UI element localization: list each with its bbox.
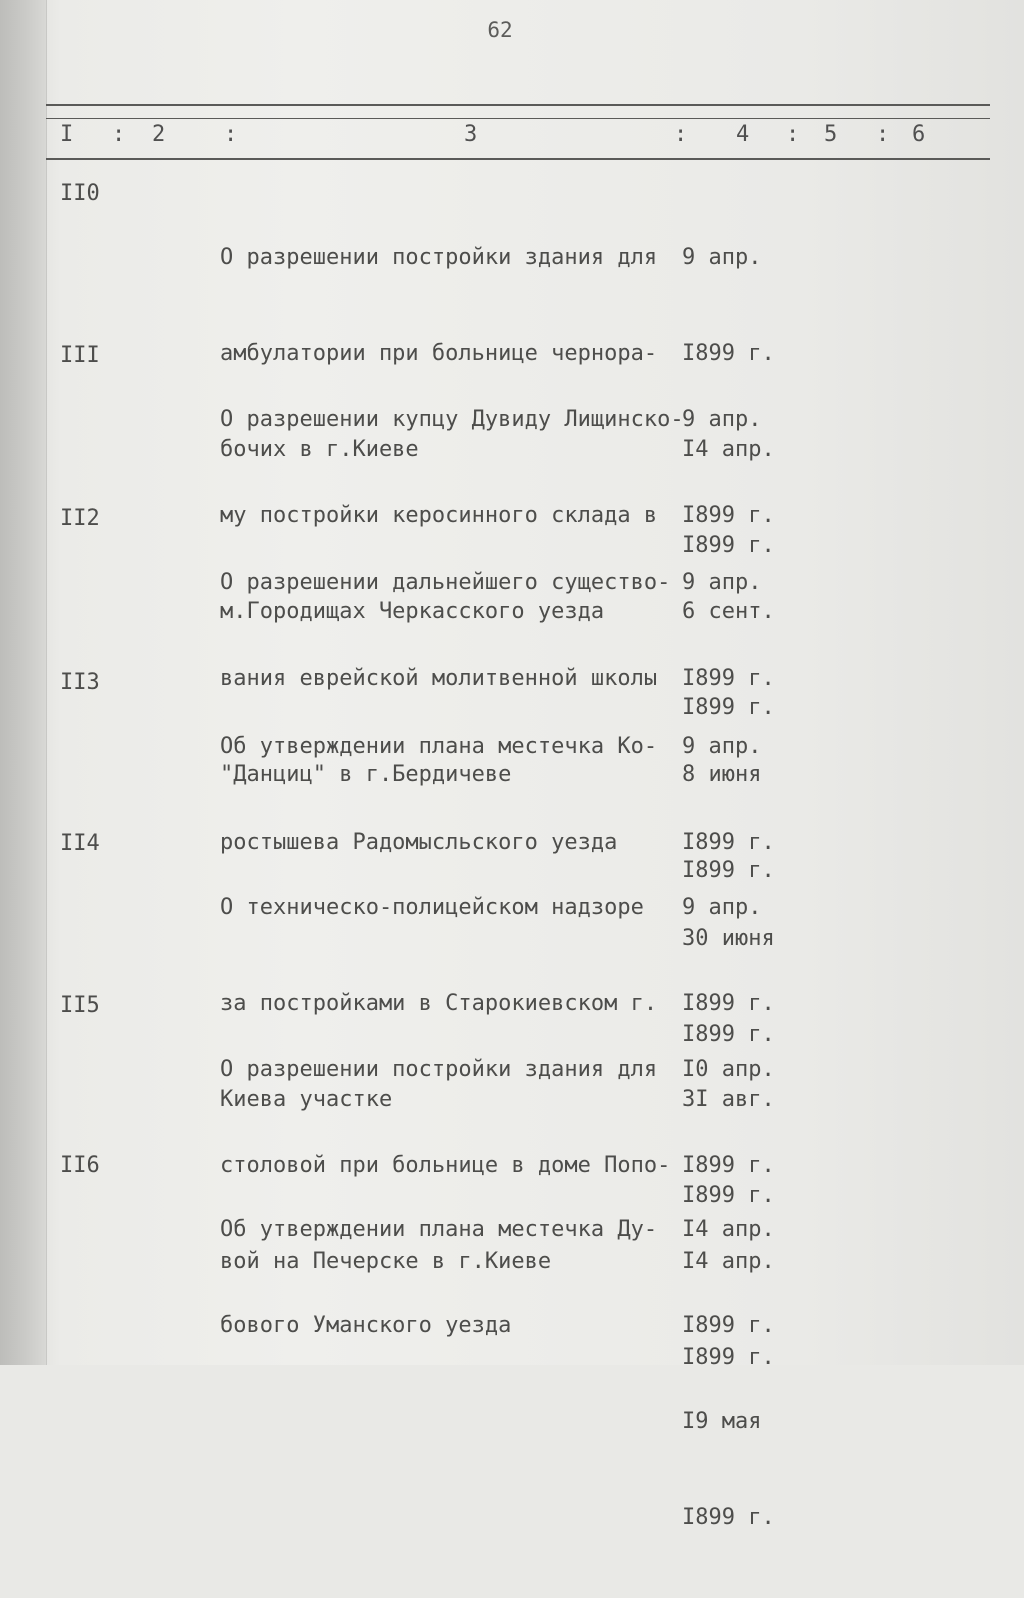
column-header-3: 3	[464, 122, 478, 147]
entry-dates	[682, 1150, 802, 1598]
entry-date-line: I899 г.	[682, 1183, 775, 1208]
page-binding-edge	[0, 0, 47, 1365]
entry-number: II0	[60, 181, 100, 206]
column-header-2: 2	[152, 122, 166, 147]
entry-title	[220, 1150, 690, 1406]
column-separator: :	[786, 122, 800, 147]
entry-title-line: бочих в г.Киеве	[220, 437, 419, 462]
entry-title-line: м.Городищах Черкасского уезда	[220, 599, 605, 624]
entry-title-line: О разрешении купцу Дувиду Лищинско-	[220, 407, 684, 432]
entry-date-line: I899 г.	[682, 1022, 775, 1047]
entry-date-line: I899 г.	[682, 991, 775, 1016]
column-header-row	[46, 116, 990, 156]
header-rule-top	[46, 104, 990, 106]
entry-title-line: Киева участке	[220, 1087, 393, 1112]
entry-title-line: ростышева Радомысльского уезда	[220, 830, 618, 855]
entry-title-line: вания еврейской молитвенной школы	[220, 666, 658, 691]
entry-date-line: I899 г.	[682, 1313, 775, 1338]
entry-title-line: "Данциц" в г.Бердичеве	[220, 762, 512, 787]
entry-date-line: I9 мая	[682, 1409, 762, 1434]
entry-title-line: бового Уманского уезда	[220, 1313, 512, 1338]
entry-date-line: 6 сент.	[682, 599, 775, 624]
entry-title-line: О разрешении постройки здания для	[220, 245, 658, 270]
entry-title-line: О техническо-полицейском надзоре	[220, 895, 644, 920]
entry-date-line: 9 апр.	[682, 570, 762, 595]
entry-date-line: I899 г.	[682, 858, 775, 883]
column-header-6: 6	[912, 122, 926, 147]
entry-number: II3	[60, 670, 100, 695]
entry-date-line: I899 г.	[682, 695, 775, 720]
entry-date-line: I899 г.	[682, 1505, 775, 1530]
entry-number: II6	[60, 1153, 100, 1178]
column-header-1: I	[60, 122, 74, 147]
column-separator: :	[112, 122, 126, 147]
entry-date-line: I899 г.	[682, 1345, 775, 1370]
entry-title-line: О разрешении постройки здания для	[220, 1057, 658, 1082]
header-rule-bottom	[46, 158, 990, 160]
entry-number: III	[60, 343, 100, 368]
entry-date-line: I899 г.	[682, 341, 775, 366]
entry-date-line: I899 г.	[682, 503, 775, 528]
entry-date-line: I4 апр.	[682, 1217, 775, 1242]
entry-title-line: Об утверждении плана местечка Ко-	[220, 734, 658, 759]
entry-date-line: 3I авг.	[682, 1087, 775, 1112]
entry-title-line: вой на Печерске в г.Киеве	[220, 1249, 552, 1274]
entry-number: II5	[60, 993, 100, 1018]
entry-number: II4	[60, 831, 100, 856]
entry-title-line: столовой при больнице в доме Попо-	[220, 1153, 671, 1178]
entry-date-line: I899 г.	[682, 533, 775, 558]
entry-date-line: I899 г.	[682, 1153, 775, 1178]
entry-date-line: 9 апр.	[682, 407, 762, 432]
column-header-5: 5	[824, 122, 838, 147]
entry-title-line: О разрешении дальнейшего существо-	[220, 570, 671, 595]
column-separator: :	[224, 122, 238, 147]
entry-date-line: 8 июня	[682, 762, 762, 787]
entry-title-line: Об утверждении плана местечка Ду-	[220, 1217, 658, 1242]
column-separator: :	[876, 122, 890, 147]
entry-number: II2	[60, 506, 100, 531]
entry-date-line: 9 апр.	[682, 895, 762, 920]
page-number: 62	[487, 18, 513, 42]
entry-date-line: I4 апр.	[682, 437, 775, 462]
entry-title-line: за постройками в Старокиевском г.	[220, 991, 658, 1016]
entry-date-line: I899 г.	[682, 666, 775, 691]
entry-title-line: амбулатории при больнице чернора-	[220, 341, 658, 366]
entry-date-line: 9 апр.	[682, 734, 762, 759]
entry-date-line: I4 апр.	[682, 1249, 775, 1274]
column-separator: :	[674, 122, 688, 147]
entry-date-line: 9 апр.	[682, 245, 762, 270]
entry-date-line: I0 апр.	[682, 1057, 775, 1082]
entry-date-line: 30 июня	[682, 926, 775, 951]
entry-date-line: I899 г.	[682, 830, 775, 855]
entry-title-line: му постройки керосинного склада в	[220, 503, 658, 528]
column-header-4: 4	[736, 122, 750, 147]
